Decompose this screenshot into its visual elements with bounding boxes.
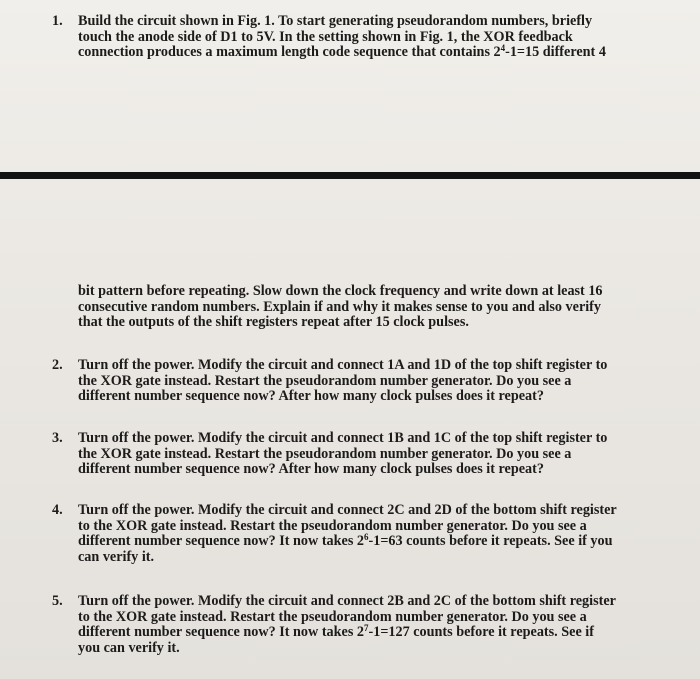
text-segment: different number sequence now? It now takes 2	[78, 533, 364, 549]
exponent: 4	[500, 43, 506, 53]
item-number: 3.	[52, 430, 63, 446]
exponent: 7	[364, 623, 369, 633]
text-line	[78, 625, 652, 641]
text-segment: -1=127 counts before it repeats. See if	[368, 624, 594, 640]
text-line: to the XOR gate instead. Restart the pseudorandom number generator. Do you see a	[78, 608, 587, 625]
text-line	[78, 534, 652, 550]
text-line: touch the anode side of D1 to 5V. In the setting shown in Fig. 1, the XOR feedback	[78, 28, 573, 45]
text-line	[78, 45, 652, 61]
page-divider	[0, 172, 700, 179]
list-item-1-continued	[52, 284, 652, 331]
list-item-4	[52, 503, 652, 565]
text-line: Turn off the power. Modify the circuit and connect 2B and 2C of the bottom shift register	[78, 593, 616, 609]
text-line: consecutive random numbers. Explain if and why it makes sense to you and also verify	[78, 298, 602, 315]
text-line: Turn off the power. Modify the circuit and connect 2C and 2D of the bottom shift register	[78, 502, 617, 518]
text-line: Turn off the power. Modify the circuit and connect 1B and 1C of the top shift register to	[78, 430, 608, 446]
list-item-3	[52, 431, 652, 478]
text-segment: different number sequence now? It now takes 2	[78, 624, 364, 640]
text-line: that the outputs of the shift registers repeat after 15 clock pulses.	[78, 314, 469, 330]
exponent: 6	[364, 532, 369, 542]
text-line: to the XOR gate instead. Restart the pseudorandom number generator. Do you see a	[78, 517, 587, 534]
text-line: can verify it.	[78, 548, 155, 565]
text-line: the XOR gate instead. Restart the pseudorandom number generator. Do you see a	[78, 445, 572, 462]
text-line: the XOR gate instead. Restart the pseudorandom number generator. Do you see a	[78, 372, 572, 389]
text-line: Turn off the power. Modify the circuit and connect 1A and 1D of the top shift register to	[78, 357, 608, 373]
text-segment: -1=15 different 4	[505, 44, 606, 60]
text-line: Build the circuit shown in Fig. 1. To start generating pseudorandom numbers, briefly	[78, 13, 593, 29]
list-item-5	[52, 594, 652, 656]
text-line: you can verify it.	[78, 639, 180, 656]
text-segment: connection produces a maximum length code sequence that contains 2	[78, 44, 501, 60]
list-item-1	[52, 14, 652, 61]
list-item-2	[52, 358, 652, 405]
item-number: 2.	[52, 357, 63, 373]
item-number: 1.	[52, 13, 63, 29]
text-line: bit pattern before repeating. Slow down the clock frequency and write down at least 16	[78, 283, 603, 299]
item-number: 4.	[52, 502, 63, 518]
text-line: different number sequence now? After how many clock pulses does it repeat?	[78, 388, 544, 404]
text-segment: -1=63 counts before it repeats. See if you	[368, 533, 613, 549]
text-line: different number sequence now? After how many clock pulses does it repeat?	[78, 461, 544, 477]
item-number: 5.	[52, 593, 63, 609]
